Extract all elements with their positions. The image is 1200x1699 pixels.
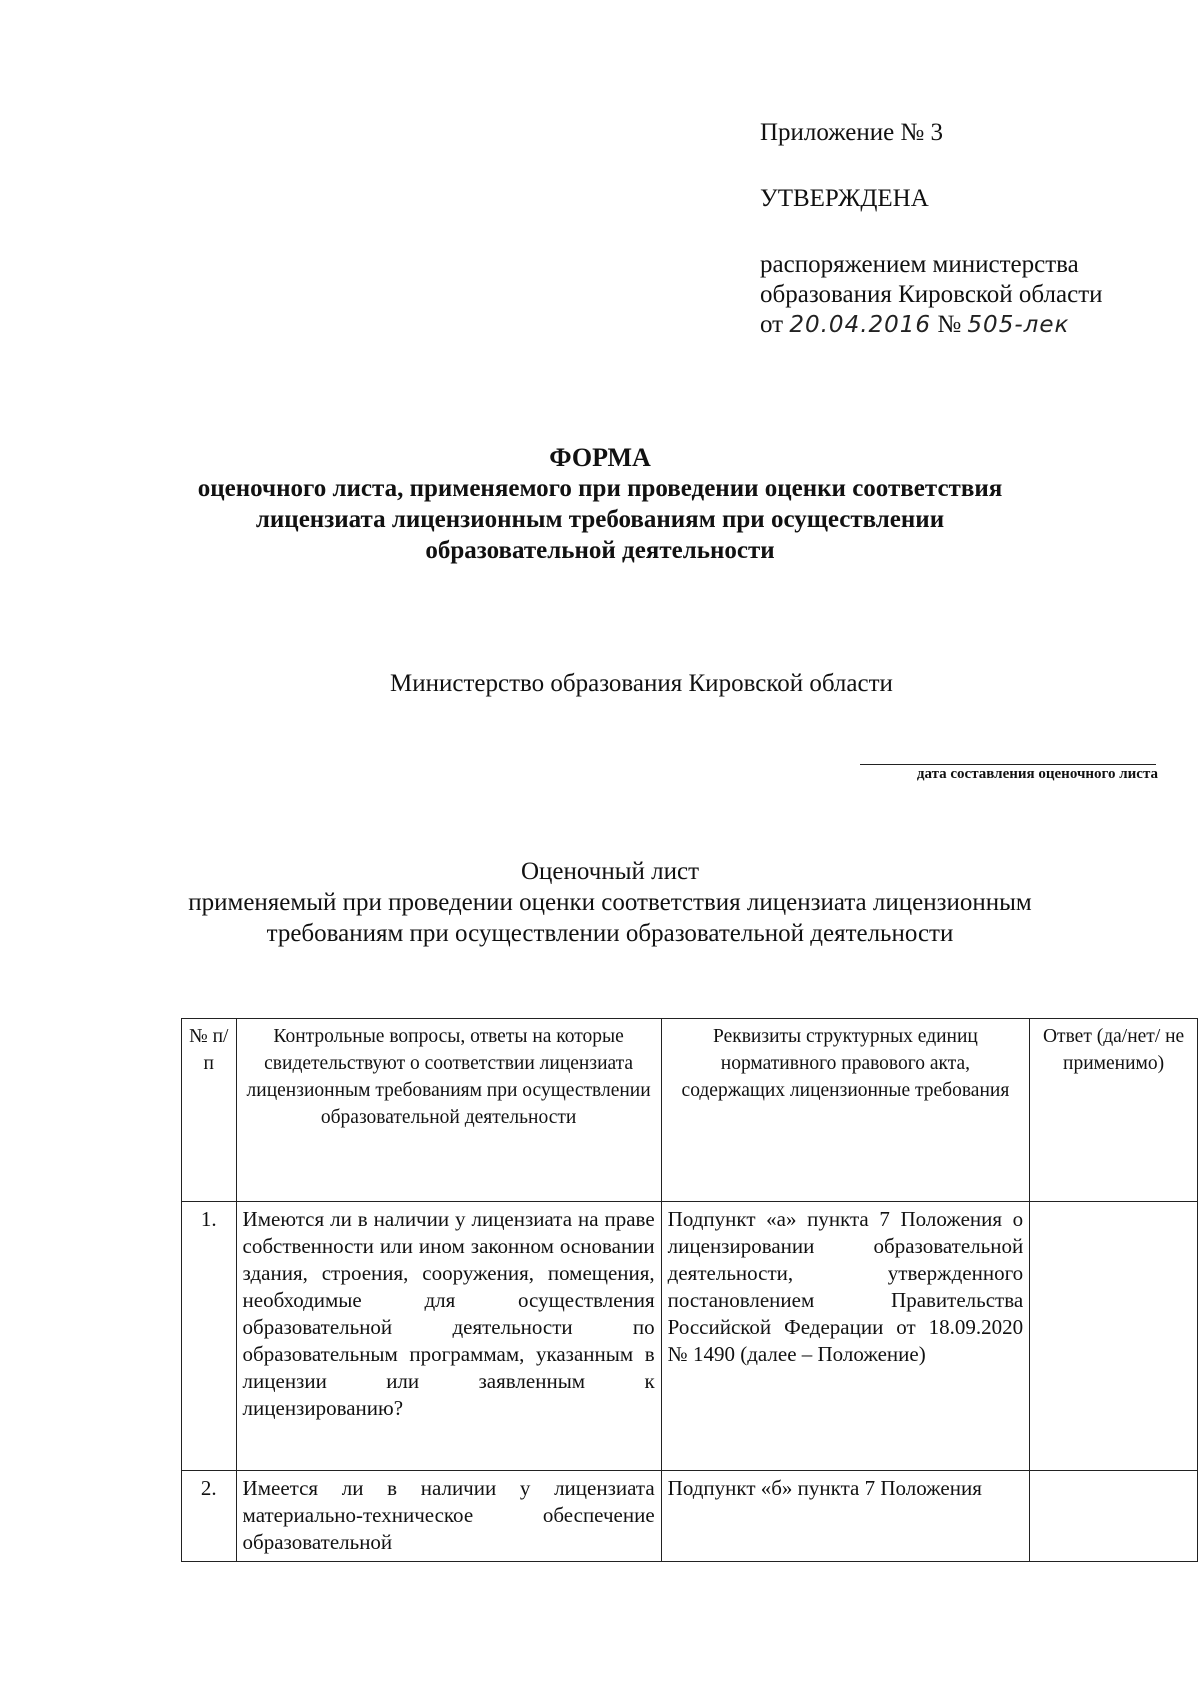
header-question: Контрольные вопросы, ответы на которые свидетельствуют о соответствии лицензиата лицензионным требованиям при осуществлении образовательной деятельности xyxy=(236,1019,661,1202)
row-reference: Подпункт «б» пункта 7 Положения xyxy=(661,1471,1030,1562)
sheet-title-line-3: требованиям при осуществлении образовательной деятельности xyxy=(266,920,954,947)
header-reference: Реквизиты структурных единиц нормативного правового акта, содержащих лицензионные требования xyxy=(661,1019,1030,1202)
form-title-line-4: образовательной деятельности xyxy=(425,537,775,564)
header-num: № п/ п xyxy=(182,1019,237,1202)
order-line-1: распоряжением министерства xyxy=(760,251,1079,278)
form-title-line-1: ФОРМА xyxy=(549,443,651,472)
order-prefix: от xyxy=(760,311,784,338)
page-bottom-margin xyxy=(0,1566,1200,1699)
ministry-name: Министерство образования Кировской области xyxy=(390,670,893,697)
row-answer[interactable] xyxy=(1030,1202,1198,1471)
form-title-line-2: оценочного листа, применяемого при проведении оценки соответствия xyxy=(197,475,1003,502)
row-reference: Подпункт «а» пункта 7 Положения о лицензировании образовательной деятельности, утвержденного постановлением Правительства Российской Федерации от 18.09.2020 № 1490 (далее – Положение) xyxy=(661,1202,1030,1471)
form-title-line-3: лицензиата лицензионным требованиям при осуществлении xyxy=(255,506,945,533)
header-answer: Ответ (да/нет/ не применимо) xyxy=(1030,1019,1198,1202)
table-row xyxy=(182,1471,1198,1562)
order-line-3 xyxy=(760,310,1069,340)
row-answer[interactable] xyxy=(1030,1471,1198,1562)
row-number: 2. xyxy=(182,1471,237,1562)
order-line-2: образования Кировской области xyxy=(760,281,1103,308)
appendix-number: Приложение № 3 xyxy=(760,119,944,146)
sheet-title-line-2: применяемый при проведении оценки соответствия лицензиата лицензионным xyxy=(188,889,1032,916)
table-row xyxy=(182,1202,1198,1471)
sheet-title-line-1: Оценочный лист xyxy=(520,858,699,885)
date-signature-line xyxy=(860,764,1156,765)
table-header-row xyxy=(182,1019,1198,1202)
order-number-handwritten: 505-лек xyxy=(967,312,1070,338)
form-title xyxy=(150,442,1050,566)
date-caption: дата составления оценочного листа xyxy=(916,766,1158,782)
row-question: Имеется ли в наличии у лицензиата материально-техническое обеспечение образовательной xyxy=(236,1471,661,1562)
sheet-title xyxy=(150,856,1070,949)
row-number: 1. xyxy=(182,1202,237,1471)
row-question: Имеются ли в наличии у лицензиата на праве собственности или ином законном основании здания, строения, сооружения, помещения, необходимые для осуществления образовательной деятельности по образовательным программам, указанным в лицензии или заявленным к лицензированию? xyxy=(236,1202,661,1471)
order-no-label: № xyxy=(937,311,962,338)
order-date-handwritten: 20.04.2016 xyxy=(789,312,932,338)
approved-label: УТВЕРЖДЕНА xyxy=(760,185,929,212)
checklist-table xyxy=(181,1018,1198,1562)
